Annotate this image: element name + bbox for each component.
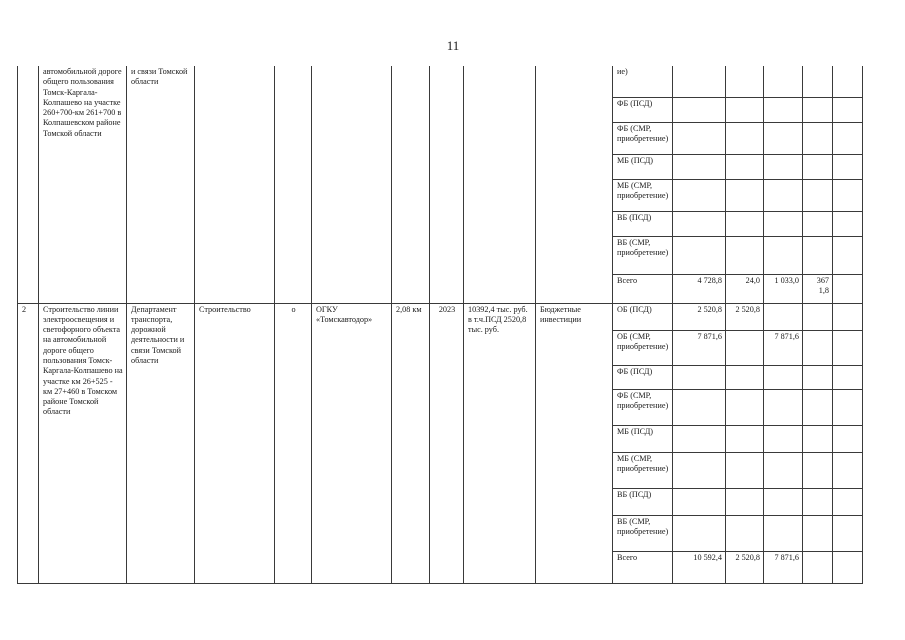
mark-cell: о [275,303,312,583]
year-value-cell: 7 871,6 [764,551,803,583]
year-value-cell [764,389,803,425]
year-value-cell [764,122,803,154]
source-cell: ФБ (ПСД) [613,97,673,122]
page-number: 11 [446,38,460,53]
responsible-cell: и связи Томской области [127,66,195,303]
capacity-cell [392,66,430,303]
year-value-cell [803,303,833,330]
year-value-cell [764,97,803,122]
empty-cell [833,303,863,330]
year-value-cell [726,211,764,236]
year-value-cell [803,389,833,425]
object-name-cell: автомобильной дороге общего пользования Томск-Каргала-Колпашево на участке 260+700-км 261+700 в Колпашевском районе Томской области [39,66,127,303]
year-value-cell [764,488,803,515]
year-cell: 2023 [430,303,464,583]
source-cell: ФБ (ПСД) [613,365,673,389]
year-value-cell [726,122,764,154]
source-cell: ФБ (СМР, приобретение) [613,389,673,425]
year-value-cell [803,425,833,452]
cost-cell [464,66,536,303]
empty-cell [833,425,863,452]
total-cell [673,488,726,515]
total-cell [673,154,726,179]
cost-cell: 10392,4 тыс. руб. в т.ч.ПСД 2520,8 тыс. руб. [464,303,536,583]
form-cell [536,66,613,303]
empty-cell [833,236,863,274]
year-value-cell [803,488,833,515]
year-value-cell [726,330,764,365]
source-cell: МБ (СМР, приобретение) [613,179,673,211]
empty-cell [833,389,863,425]
form-cell: Бюджетные инвестиции [536,303,613,583]
source-cell: ОБ (ПСД) [613,303,673,330]
total-cell [673,452,726,488]
total-cell [673,389,726,425]
year-value-cell [726,425,764,452]
year-value-cell [726,66,764,97]
year-value-cell: 2 520,8 [726,303,764,330]
year-value-cell [764,365,803,389]
empty-cell [833,154,863,179]
year-value-cell [764,425,803,452]
total-cell: 7 871,6 [673,330,726,365]
source-cell: ВБ (СМР, приобретение) [613,236,673,274]
year-value-cell [764,452,803,488]
year-value-cell [803,97,833,122]
year-value-cell [764,515,803,551]
source-cell: ВБ (ПСД) [613,488,673,515]
year-value-cell [726,488,764,515]
empty-cell [833,274,863,303]
year-value-cell [764,303,803,330]
year-value-cell [726,365,764,389]
table-row [18,66,863,97]
empty-cell [833,330,863,365]
source-cell: МБ (ПСД) [613,425,673,452]
empty-cell [833,452,863,488]
source-cell: МБ (СМР, приобретение) [613,452,673,488]
year-value-cell [803,236,833,274]
source-cell: ОБ (СМР, приобретение) [613,330,673,365]
total-cell [673,66,726,97]
year-value-cell [803,154,833,179]
row-number-cell [18,66,39,303]
row-number-cell: 2 [18,303,39,583]
year-value-cell [803,551,833,583]
empty-cell [833,122,863,154]
total-cell: 4 728,8 [673,274,726,303]
year-cell [430,66,464,303]
year-value-cell [764,236,803,274]
year-value-cell [764,66,803,97]
year-value-cell: 2 520,8 [726,551,764,583]
empty-cell [833,551,863,583]
total-cell: 2 520,8 [673,303,726,330]
year-value-cell: 7 871,6 [764,330,803,365]
year-value-cell [803,365,833,389]
year-value-cell [803,211,833,236]
year-value-cell [726,154,764,179]
customer-cell [312,66,392,303]
source-cell: Всего [613,274,673,303]
source-cell: Всего [613,551,673,583]
year-value-cell [726,452,764,488]
investment-table [17,66,863,584]
empty-cell [833,211,863,236]
year-value-cell: 367 1,8 [803,274,833,303]
source-cell: ВБ (СМР, приобретение) [613,515,673,551]
year-value-cell [764,154,803,179]
source-cell: ВБ (ПСД) [613,211,673,236]
source-cell: МБ (ПСД) [613,154,673,179]
total-cell [673,236,726,274]
total-cell: 10 592,4 [673,551,726,583]
empty-cell [833,66,863,97]
empty-cell [833,97,863,122]
year-value-cell: 1 033,0 [764,274,803,303]
total-cell [673,515,726,551]
total-cell [673,211,726,236]
object-name-cell: Строительство линии электроосвещения и светофорного объекта на автомобильной дороге общего пользования Томск-Каргала-Колпашево на участке км 26+525 - км 27+460 в Томском районе Томской области [39,303,127,583]
empty-cell [833,365,863,389]
year-value-cell [803,66,833,97]
total-cell [673,425,726,452]
work-type-cell [195,66,275,303]
empty-cell [833,515,863,551]
year-value-cell [764,179,803,211]
year-value-cell [726,179,764,211]
total-cell [673,122,726,154]
year-value-cell [803,122,833,154]
customer-cell: ОГКУ «Томскавтодор» [312,303,392,583]
source-cell: ие) [613,66,673,97]
empty-cell [833,488,863,515]
year-value-cell [726,236,764,274]
year-value-cell [803,515,833,551]
responsible-cell: Департамент транспорта, дорожной деятельности и связи Томской области [127,303,195,583]
year-value-cell [726,389,764,425]
capacity-cell: 2,08 км [392,303,430,583]
year-value-cell: 24,0 [726,274,764,303]
total-cell [673,179,726,211]
work-type-cell: Строительство [195,303,275,583]
year-value-cell [803,179,833,211]
table-row [18,303,863,330]
total-cell [673,97,726,122]
total-cell [673,365,726,389]
source-cell: ФБ (СМР, приобретение) [613,122,673,154]
year-value-cell [803,330,833,365]
year-value-cell [764,211,803,236]
year-value-cell [803,452,833,488]
empty-cell [833,179,863,211]
mark-cell [275,66,312,303]
year-value-cell [726,97,764,122]
year-value-cell [726,515,764,551]
